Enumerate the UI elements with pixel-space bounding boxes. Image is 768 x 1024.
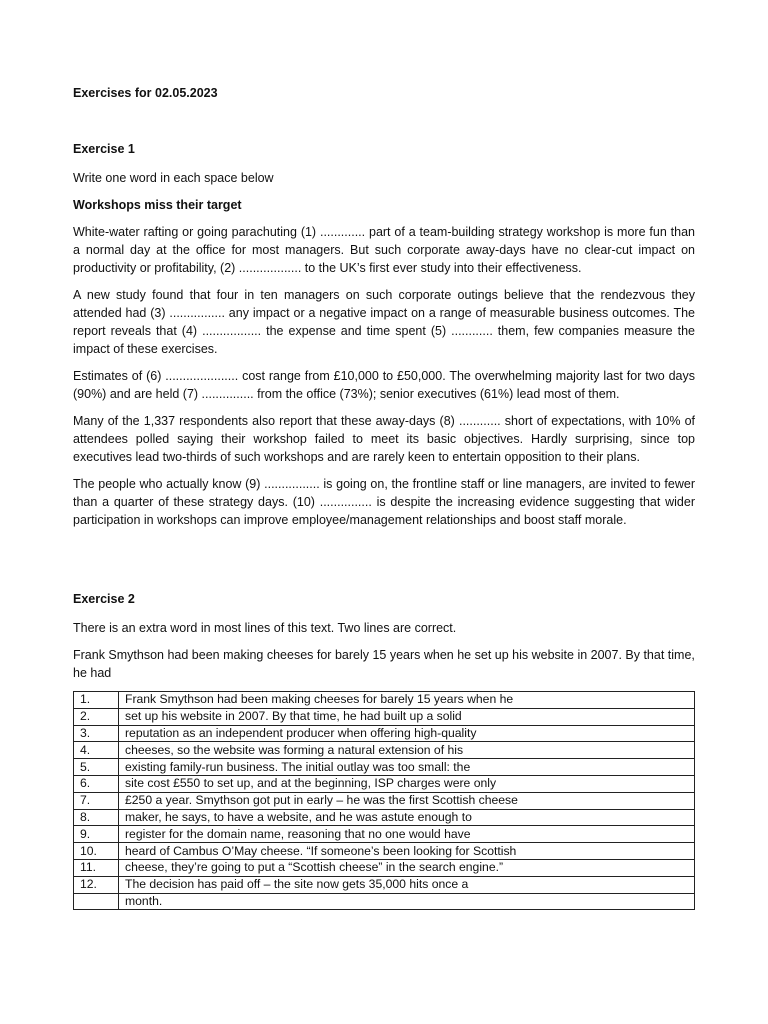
table-row bbox=[74, 893, 695, 910]
table-row bbox=[74, 876, 695, 893]
table-row bbox=[74, 792, 695, 809]
exercise-1-heading: Exercise 1 bbox=[73, 142, 135, 156]
line-text: cheese, they’re going to put a “Scottish cheese” in the search engine.” bbox=[119, 859, 695, 876]
exercise-1-paragraph-3: Estimates of (6) ..................... cost range from £10,000 to £50,000. The overwhelming majority last for two days (90%) and are held (7) ............... from the office (73%); senior executives (61%) lead most of them. bbox=[73, 369, 695, 401]
exercise-1-instruction: Write one word in each space below bbox=[73, 171, 274, 185]
table-row bbox=[74, 759, 695, 776]
line-text: register for the domain name, reasoning that no one would have bbox=[119, 826, 695, 843]
line-text: month. bbox=[119, 893, 695, 910]
line-text: site cost £550 to set up, and at the beginning, ISP charges were only bbox=[119, 775, 695, 792]
line-number: 5. bbox=[74, 759, 119, 776]
exercise-1-paragraph-5: The people who actually know (9) ................ is going on, the frontline staff or line managers, are invited to fewer than a quarter of these strategy days. (10) ............... is despite the increasing evidence suggesting that wider participation in workshops can improve employee/management relationships and boost staff morale. bbox=[73, 477, 695, 527]
table-row bbox=[74, 843, 695, 860]
line-text: maker, he says, to have a website, and he was astute enough to bbox=[119, 809, 695, 826]
line-text: The decision has paid off – the site now gets 35,000 hits once a bbox=[119, 876, 695, 893]
table-row bbox=[74, 742, 695, 759]
exercise-1-paragraph-1: White-water rafting or going parachuting (1) ............. part of a team-building strategy workshop is more fun than a normal day at the office for most managers. But such corporate away-days have no clear-cut impact on productivity or profitability, (2) .................. to the UK’s first ever study into their effectiveness. bbox=[73, 225, 695, 275]
exercise-2-instruction: There is an extra word in most lines of this text. Two lines are correct. bbox=[73, 621, 457, 635]
exercise-1-paragraph-2: A new study found that four in ten managers on such corporate outings believe that the rendezvous they attended had (3) ................ any impact or a negative impact on a range of measurable business outcomes. The report reveals that (4) ................. the expense and time spent (5) ............ them, few companies measure the impact of these exercises. bbox=[73, 288, 695, 356]
table-row bbox=[74, 692, 695, 709]
line-number: 10. bbox=[74, 843, 119, 860]
line-number: 2. bbox=[74, 708, 119, 725]
line-number: 7. bbox=[74, 792, 119, 809]
table-row bbox=[74, 775, 695, 792]
line-text: £250 a year. Smythson got put in early – he was the first Scottish cheese bbox=[119, 792, 695, 809]
line-number: 12. bbox=[74, 876, 119, 893]
line-number: 11. bbox=[74, 859, 119, 876]
table-row bbox=[74, 859, 695, 876]
line-number: 8. bbox=[74, 809, 119, 826]
line-number: 6. bbox=[74, 775, 119, 792]
line-text: reputation as an independent producer when offering high-quality bbox=[119, 725, 695, 742]
line-number: 4. bbox=[74, 742, 119, 759]
line-text: set up his website in 2007. By that time, he had built up a solid bbox=[119, 708, 695, 725]
table-row bbox=[74, 725, 695, 742]
line-number: 3. bbox=[74, 725, 119, 742]
exercise-1-subtitle: Workshops miss their target bbox=[73, 198, 242, 212]
exercise-2-section bbox=[73, 590, 695, 910]
document-title: Exercises for 02.05.2023 bbox=[73, 86, 218, 100]
exercise-2-intro: Frank Smythson had been making cheeses for barely 15 years when he set up his website in 2007. By that time, he had bbox=[73, 648, 695, 680]
line-text: heard of Cambus O’May cheese. “If someone’s been looking for Scottish bbox=[119, 843, 695, 860]
line-number: 9. bbox=[74, 826, 119, 843]
table-row bbox=[74, 809, 695, 826]
table-row bbox=[74, 708, 695, 725]
line-text: cheeses, so the website was forming a natural extension of his bbox=[119, 742, 695, 759]
exercise-2-heading: Exercise 2 bbox=[73, 592, 135, 606]
exercise-1-paragraph-4: Many of the 1,337 respondents also report that these away-days (8) ............ short of expectations, with 10% of attendees polled saying their workshop failed to meet its basic objectives. Hardly surprising, since top executives lead two-thirds of such workshops and are rarely keen to entertain opposition to their plans. bbox=[73, 414, 695, 464]
exercise-1-section bbox=[73, 140, 695, 538]
line-text: existing family-run business. The initial outlay was too small: the bbox=[119, 759, 695, 776]
line-number bbox=[74, 893, 119, 910]
exercise-2-lines-table bbox=[73, 691, 695, 910]
line-number: 1. bbox=[74, 692, 119, 709]
table-row bbox=[74, 826, 695, 843]
line-text: Frank Smythson had been making cheeses for barely 15 years when he bbox=[119, 692, 695, 709]
